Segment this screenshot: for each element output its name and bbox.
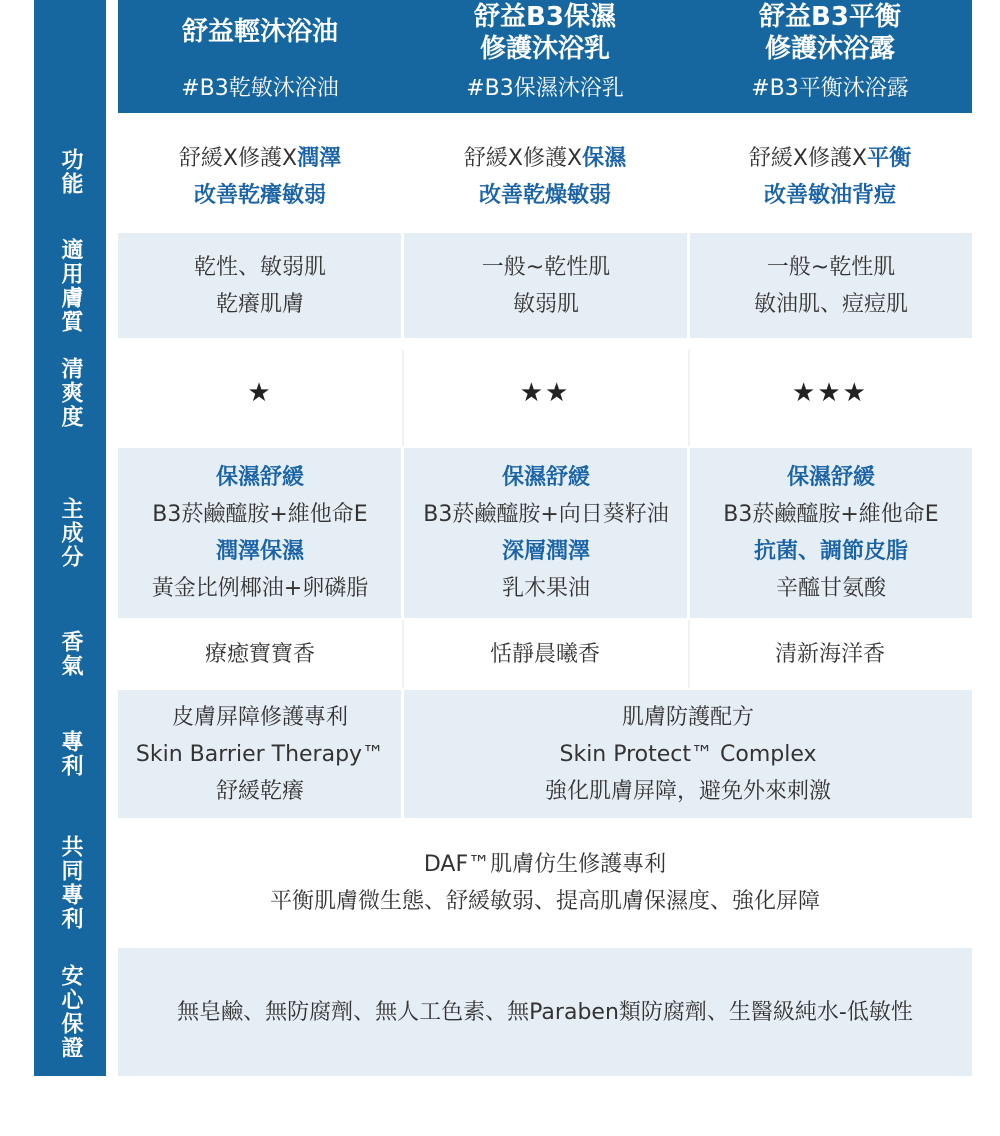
fragrance-cell: 療癒寶寶香	[204, 641, 315, 667]
row-function	[118, 113, 972, 233]
function-cell: 舒緩X修護X潤澤 改善乾癢敏弱	[178, 146, 342, 208]
product-code: #B3平衡沐浴露	[751, 76, 909, 101]
product-header-3	[688, 0, 972, 113]
label-guarantee: 安心保證	[58, 964, 83, 1060]
label-shared-patent: 共同專利	[58, 835, 83, 931]
product-name: 舒益輕沐浴油	[181, 17, 338, 47]
label-patent: 專利	[58, 730, 83, 778]
function-cell: 舒緩X修護X保濕 改善乾燥敏弱	[463, 146, 627, 208]
label-fragrance: 香氣	[58, 630, 83, 678]
label-function: 功能	[58, 148, 83, 196]
row-guarantee	[118, 948, 972, 1076]
ingredients-cell: 保濕舒緩 B3菸鹼醯胺+維他命E 抗菌、調節皮脂 辛醯甘氨酸	[723, 465, 939, 601]
label-refreshing: 清爽度	[58, 357, 83, 429]
ingredients-cell: 保濕舒緩 B3菸鹼醯胺+向日葵籽油 深層潤澤 乳木果油	[423, 465, 669, 601]
product-name-line-1: 舒益B3保濕	[474, 2, 616, 32]
label-ingredients: 主成分	[58, 497, 83, 569]
product-code: #B3乾敏沐浴油	[181, 76, 339, 101]
row-ingredients	[118, 448, 972, 618]
product-header-2	[402, 0, 688, 113]
ingredients-cell: 保濕舒緩 B3菸鹼醯胺+維他命E 潤澤保濕 黃金比例椰油+卵磷脂	[151, 465, 369, 601]
product-name-line-2: 修護沐浴露	[764, 34, 895, 64]
product-header-1	[118, 0, 402, 113]
refreshing-stars: ★	[247, 377, 273, 408]
skin-type-cell: 乾性、敏弱肌 乾癢肌膚	[193, 254, 326, 317]
row-fragrance	[118, 620, 972, 688]
patent-left: 皮膚屏障修護專利 Skin Barrier Therapy™ 舒緩乾癢	[135, 704, 385, 804]
guarantee-cell: 無皂鹼、無防腐劑、無人工色素、無Paraben類防腐劑、生醫級純水-低敏性	[177, 999, 913, 1025]
row-skin-type	[118, 233, 972, 338]
refreshing-stars: ★★	[519, 377, 571, 408]
header	[118, 0, 972, 113]
skin-type-cell: 一般~乾性肌 敏油肌、痘痘肌	[753, 254, 908, 317]
refreshing-stars: ★★★	[792, 377, 868, 408]
product-name-line-1: 舒益B3平衡	[759, 2, 901, 32]
fragrance-cell: 恬靜晨曦香	[489, 641, 600, 667]
row-shared-patent	[118, 820, 972, 946]
shared-patent-cell: DAF™肌膚仿生修護專利 平衡肌膚微生態、舒緩敏弱、提高肌膚保濕度、強化屏障	[269, 852, 820, 914]
skin-type-cell: 一般~乾性肌 敏弱肌	[481, 254, 611, 317]
label-skin-type: 適用膚質	[58, 237, 83, 334]
row-refreshing	[118, 340, 972, 446]
product-code: #B3保濕沐浴乳	[466, 76, 624, 101]
function-cell: 舒緩X修護X平衡 改善敏油背痘	[748, 146, 912, 208]
row-patent	[118, 690, 972, 818]
patent-right: 肌膚防護配方 Skin Protect™ Complex 強化肌膚屏障，避免外來刺激	[544, 704, 831, 804]
fragrance-cell: 清新海洋香	[774, 641, 885, 667]
product-name-line-2: 修護沐浴乳	[479, 34, 610, 64]
